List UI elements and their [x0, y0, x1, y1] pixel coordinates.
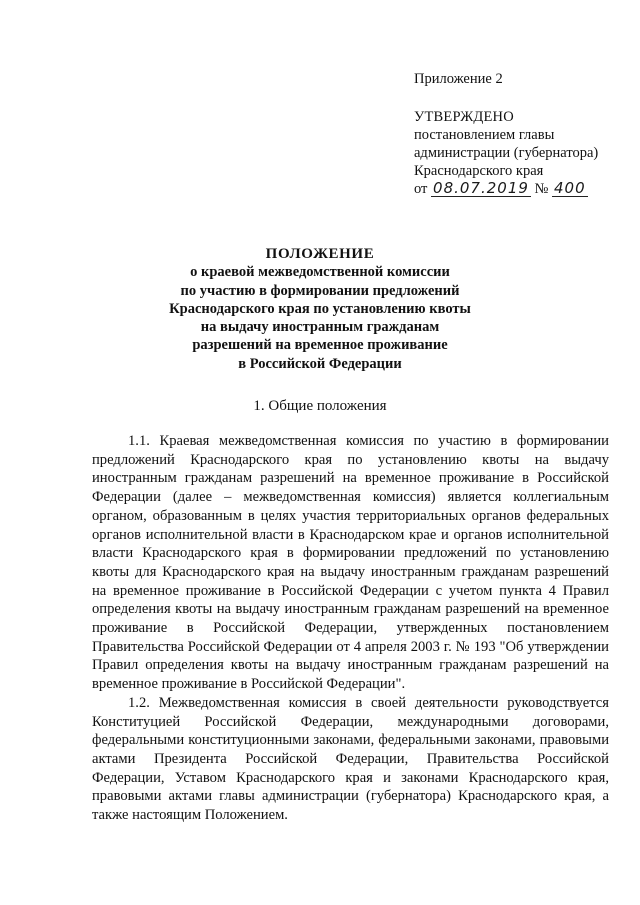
section-heading: 1. Общие положения [253, 398, 387, 414]
title-line-1: о краевой межведомственной комиссии [190, 264, 450, 281]
title-line-3: Краснодарского края по установлению квоты [169, 300, 471, 317]
approval-line-2: администрации (губернатора) [414, 145, 599, 161]
appendix-label: Приложение 2 [414, 71, 503, 87]
document-body [92, 432, 609, 825]
handwritten-number: 400 [554, 179, 586, 197]
approval-line-1: постановлением главы [414, 127, 555, 143]
number-label: № [534, 181, 549, 197]
from-label: от [414, 181, 428, 197]
paragraph-1-2: 1.2. Межведомственная комиссия в своей деятельности руководствуется Конституцией Российской Федерации, международными договорами, федеральными конституционными законами, федеральными законами, правовыми актами Президента Российской Федерации, Правительства Российской Федерации, Уставом Краснодарского края и законами Краснодарского края, правовыми актами главы администрации (губернатора) Краснодарского края, а также настоящим Положением. [92, 694, 609, 824]
title-line-2: по участию в формировании предложений [180, 282, 460, 299]
title-line-6: в Российской Федерации [238, 355, 402, 372]
paragraph-1-1: 1.1. Краевая межведомственная комиссия по участию в формировании предложений Краснодарского края по установлению квоты на выдачу иностранным гражданам разрешений на временное проживание в Российской Федерации (далее – межведомственная комиссия) является коллегиальным органом, образованным в целях участия территориальных органов федеральных органов исполнительной власти в Краснодарском крае и органов исполнительной власти Краснодарского края в формировании предложений по установлению квоты для Краснодарского края на выдачу иностранным гражданам разрешений на временное проживание в Российской Федерации с учетом пункта 4 Правил определения квоты на выдачу иностранным гражданам разрешений на временное проживание в Российской Федерации, утвержденных постановлением Правительства Российской Федерации от 4 апреля 2003 г. № 193 "Об утверждении Правил определения квоты на выдачу иностранным гражданам разрешений на временное проживание в Российской Федерации". [92, 433, 609, 693]
approval-line-3: Краснодарского края [414, 163, 544, 179]
title-main: ПОЛОЖЕНИЕ [265, 246, 375, 262]
document-title [120, 245, 520, 373]
approved-heading: УТВЕРЖДЕНО [414, 109, 514, 125]
approval-block [414, 70, 614, 198]
handwritten-date: 08.07.2019 [433, 179, 529, 197]
title-line-4: на выдачу иностранным гражданам [200, 319, 440, 336]
title-line-5: разрешений на временное проживание [192, 337, 448, 354]
approval-date-line [414, 180, 614, 198]
